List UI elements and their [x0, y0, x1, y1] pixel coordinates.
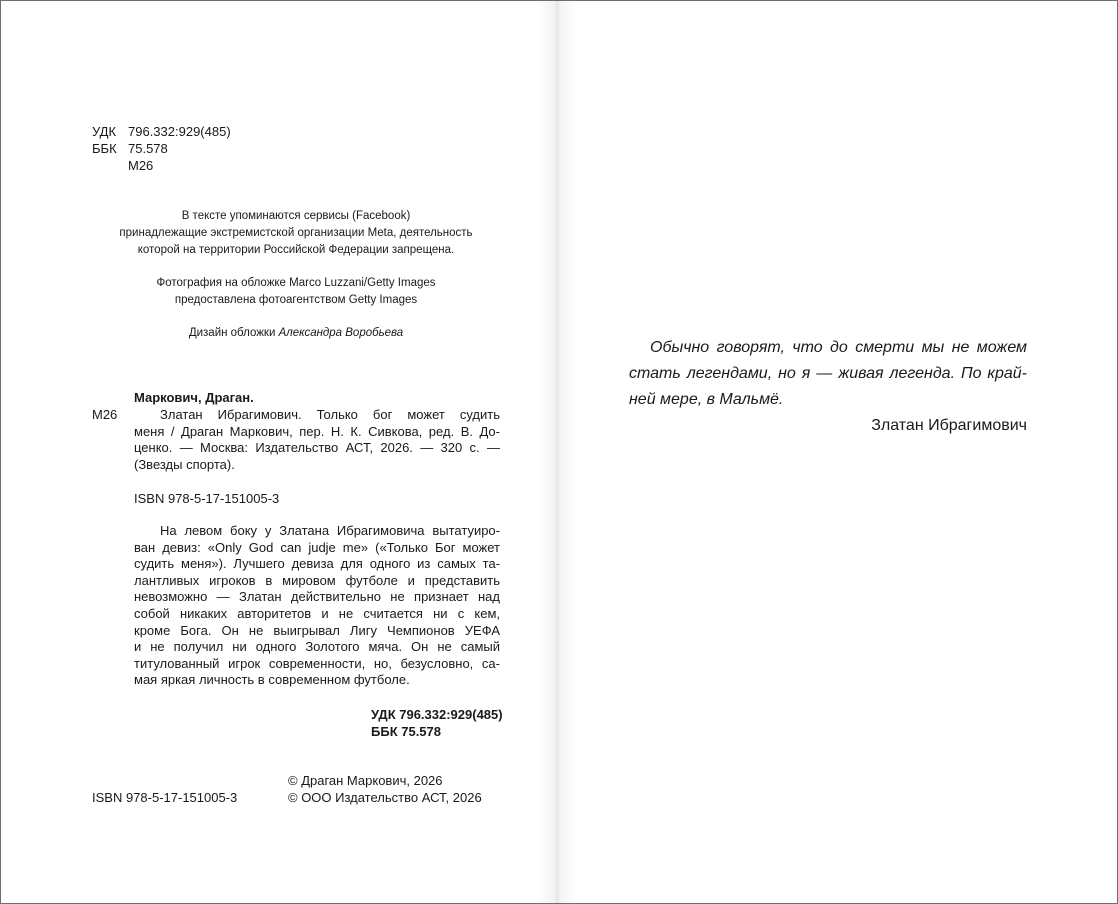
epigraph-line: стать легендами, но я — живая легенда. По край- [629, 365, 1027, 382]
annotation-line: титулованный игрок современности, но, безусловно, са- [134, 655, 500, 671]
catalog-author: Маркович, Драган. [134, 390, 254, 405]
notice-line-2: принадлежащие экстремистской организации Meta, деятельность [119, 227, 473, 239]
annotation-line: лантливых игроков в мировом футболе и представить [134, 572, 500, 588]
catalog-mark: М26 [92, 407, 118, 422]
notice-line-3: которой на территории Российской Федерации запрещена. [137, 244, 455, 256]
udk-label: УДК [92, 124, 117, 139]
copyright-author: © Драган Маркович, 2026 [288, 773, 443, 788]
catalog-udk: УДК 796.332:929(485) [371, 707, 503, 722]
annotation-line: судить меня»). Лучшего девиза для одного из самых та- [134, 556, 500, 572]
annotation-line: кроме Бога. Он не выигрывал Лигу Чемпионов УЕФА [134, 622, 500, 638]
annotation-line: и не получил ни одного Золотого мяча. Он не самый [134, 639, 500, 655]
epigraph-line: Обычно говорят, что до смерти мы не можем [650, 339, 1027, 356]
catalog-isbn: ISBN 978-5-17-151005-3 [134, 491, 280, 506]
annotation-line: мая яркая личность в современном футболе. [134, 672, 410, 688]
annotation-line: собой никаких авторитетов и не считается ни с кем, [134, 605, 500, 621]
cover-designer-name: Александра Воробьева [278, 327, 404, 339]
epigraph [629, 335, 1027, 413]
cover-design-label: Дизайн обложки [188, 327, 276, 339]
copyright-publisher: © ООО Издательство АСТ, 2026 [288, 790, 482, 805]
catalog-bbk: ББК 75.578 [371, 724, 441, 739]
catalog-description-line: ценко. — Москва: Издательство АСТ, 2026. — 320 с. — [134, 440, 500, 456]
annotation-line: невозможно — Златан действительно не признает над [134, 589, 500, 605]
catalog-description-line: Златан Ибрагимович. Только бог может судить [160, 407, 500, 422]
bbk-value: 75.578 [128, 141, 168, 156]
bbk-label: ББК [92, 141, 117, 156]
annotation [134, 523, 500, 689]
catalog-description-line: меня / Драган Маркович, пер. Н. К. Сивкова, ред. В. До- [134, 423, 500, 439]
annotation-line: На левом боку у Златана Ибрагимовича вытатуиро- [160, 523, 500, 538]
bottom-isbn: ISBN 978-5-17-151005-3 [92, 790, 238, 805]
udk-value: 796.332:929(485) [128, 124, 231, 139]
notice-line-1: В тексте упоминаются сервисы (Facebook) [181, 210, 411, 222]
photo-credit-line-1: Фотография на обложке Marco Luzzani/Getty Images [156, 277, 436, 289]
photo-credit-line-2: предоставлена фотоагентством Getty Images [174, 294, 418, 306]
catalog-description [134, 407, 500, 473]
cover-design-credit [91, 325, 501, 342]
catalog-description-line: (Звезды спорта). [134, 456, 235, 472]
epigraph-line: ней мере, в Мальмё. [629, 391, 784, 408]
left-page [1, 1, 557, 903]
author-mark: М26 [128, 158, 154, 173]
book-gutter-shadow [537, 1, 577, 903]
annotation-line: ван девиз: «Only God can judje me» («Только Бог может [134, 539, 500, 555]
epigraph-author: Златан Ибрагимович [871, 417, 1027, 434]
right-page [557, 1, 1117, 903]
